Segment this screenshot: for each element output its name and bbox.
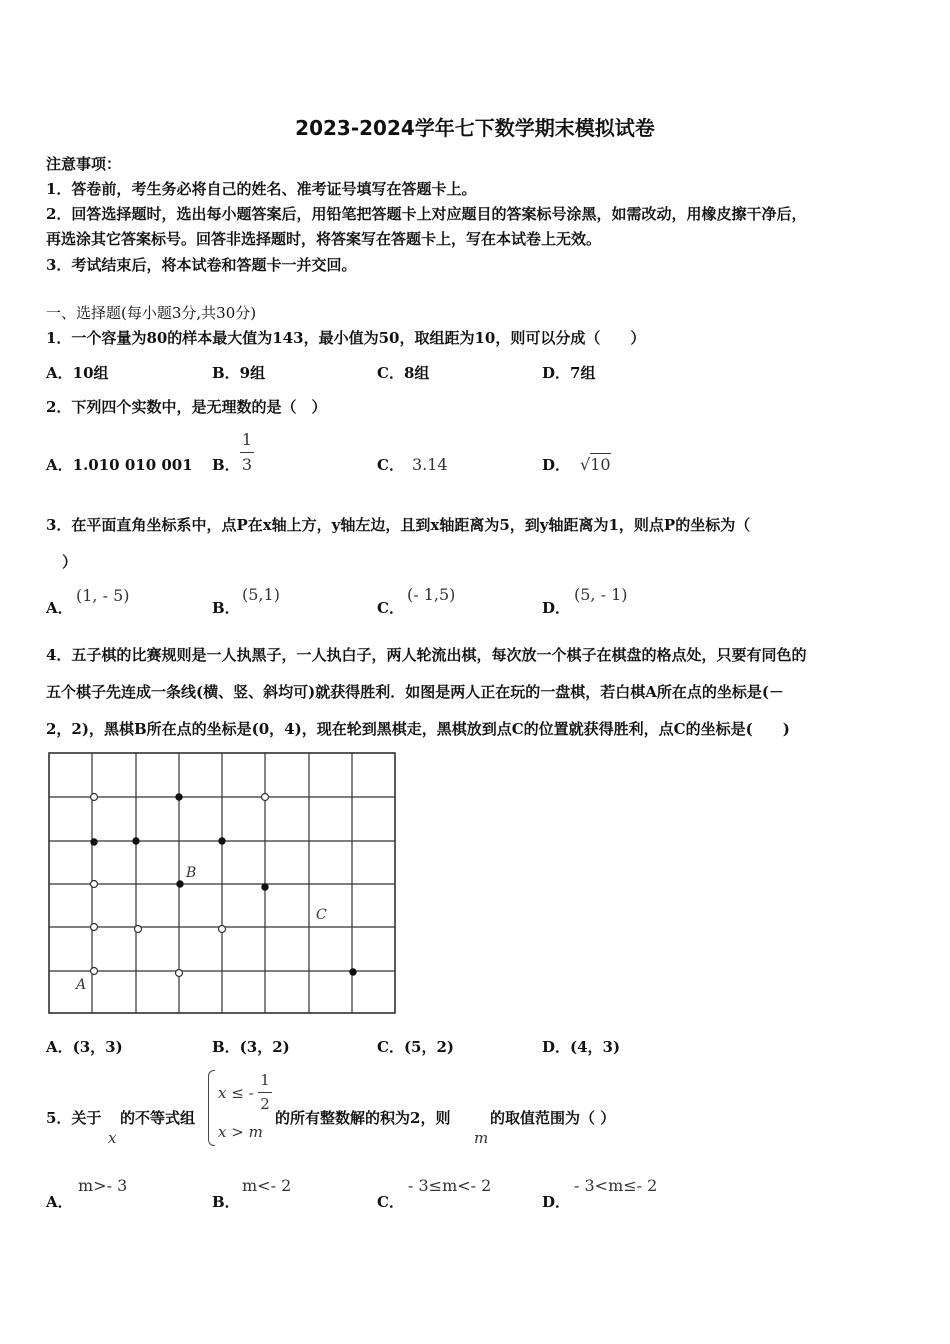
- q2-option-b-fraction-bar: [240, 452, 254, 453]
- q4-option-d: D．(4，3): [542, 1038, 621, 1056]
- q4-stem-line-2: 五个棋子先连成一条线(横、竖、斜均可)就获得胜利．如图是两人正在玩的一盘棋，若白棋A所在点的坐标是(－: [46, 683, 784, 701]
- q2-option-c-label: C．: [377, 456, 404, 474]
- q3-option-c-label: C．: [377, 599, 404, 617]
- q4-stem-line-3: 2，2)，黑棋B所在点的坐标是(0，4)，现在轮到黑棋走，黑棋放到点C的位置就获得胜利，点C的坐标是( ): [46, 720, 790, 738]
- q5-var-x: x: [108, 1129, 117, 1147]
- q2-option-a: [46, 454, 193, 475]
- white-stone: [262, 794, 269, 801]
- q2-option-d-radical-sign: √: [580, 455, 591, 474]
- board-label-a: A: [76, 977, 87, 993]
- white-stone: [91, 924, 98, 931]
- board-label-b: B: [186, 865, 197, 881]
- q1-stem: 1．一个容量为80的样本最大值为143，最小值为50，取组距为10，则可以分成（ ）: [46, 329, 646, 347]
- q2-option-d: [542, 454, 611, 475]
- q4-option-b: B．(3，2): [212, 1038, 290, 1056]
- q4-option-a: A．(3，3): [46, 1038, 123, 1056]
- q3-option-b-value: (5,1): [242, 585, 280, 604]
- q5-stem-end: 的取值范围为（ ）: [490, 1109, 616, 1127]
- q2-option-b-denominator: 3: [241, 455, 253, 474]
- notice-item-1: 1．答卷前，考生务必将自己的姓名、准考证号填写在答题卡上。: [46, 180, 477, 198]
- notice-item-2: 2．回答选择题时，选出每小题答案后，用铅笔把答题卡上对应题目的答案标号涂黑，如需改动，用橡皮擦干净后，: [46, 205, 807, 223]
- board-label-c: C: [316, 907, 327, 923]
- q3-option-a-label: A．: [46, 599, 73, 617]
- q3-option-d-label: D．: [542, 599, 571, 617]
- q1-option-a: A．10组: [46, 364, 109, 382]
- q5-option-a-label: A．: [46, 1193, 73, 1211]
- q2-option-b-label: B．: [212, 456, 240, 474]
- q4-option-c: C．(5，2): [377, 1038, 455, 1056]
- q1-option-d: D．7组: [542, 364, 596, 382]
- q2-option-c-value: 3.14: [411, 455, 448, 474]
- black-stone: [262, 884, 268, 890]
- q4-stem-line-1: 4．五子棋的比赛规则是一人执黑子，一人执白子，两人轮流出棋，每次放一个棋子在棋盘的格点处，只要有同色的: [46, 646, 807, 664]
- q3-option-c-value: (- 1,5): [407, 585, 456, 604]
- q2-option-d-label: D．: [542, 456, 571, 474]
- page-title: 2023-2024学年七下数学期末模拟试卷: [295, 116, 655, 140]
- q5-option-b-value: m<- 2: [242, 1176, 292, 1195]
- q5-ineq1-denominator: 2: [260, 1095, 270, 1113]
- q5-option-d-label: D．: [542, 1193, 571, 1211]
- q5-stem-mid2: 的所有整数解的积为2，则: [275, 1109, 451, 1127]
- q2-option-b-numerator: 1: [241, 430, 253, 449]
- white-stone: [91, 881, 98, 888]
- black-stone: [176, 794, 182, 800]
- gomoku-board: [48, 752, 398, 1020]
- q3-option-a-value: (1, - 5): [76, 586, 130, 605]
- q5-var-m: m: [474, 1129, 489, 1147]
- black-stone: [91, 839, 97, 845]
- q5-ineq1-fraction-bar: [258, 1092, 272, 1093]
- q1-option-c: C．8组: [377, 364, 430, 382]
- q5-inequality-brace: [208, 1070, 215, 1146]
- black-stone: [133, 838, 139, 844]
- q5-stem-mid: 的不等式组: [120, 1109, 196, 1127]
- black-stone: [219, 838, 225, 844]
- white-stone-a: [91, 968, 98, 975]
- q2-option-c: [377, 454, 448, 475]
- q5-ineq1-numerator: 1: [260, 1071, 270, 1089]
- q1-option-b: B．9组: [212, 364, 266, 382]
- q5-ineq2: x > m: [218, 1123, 263, 1141]
- q5-option-a-value: m>- 3: [78, 1176, 128, 1195]
- q3-stem-end: ）: [62, 553, 78, 571]
- white-stone: [135, 926, 142, 933]
- q3-option-d-value: (5, - 1): [574, 585, 628, 604]
- q5-option-d-value: - 3<m≤- 2: [574, 1176, 658, 1195]
- notice-heading: 注意事项：: [46, 155, 122, 173]
- q5-option-b-label: B．: [212, 1193, 240, 1211]
- q5-option-c-label: C．: [377, 1193, 404, 1211]
- q2-option-d-radicand: 10: [590, 455, 611, 474]
- q2-option-a-label: A．: [46, 456, 73, 474]
- q2-option-a-value: 1.010 010 001: [72, 456, 193, 474]
- white-stone: [91, 794, 98, 801]
- notice-item-3: 3．考试结束后，将本试卷和答题卡一并交回。: [46, 256, 357, 274]
- black-stone: [350, 969, 356, 975]
- section-heading: 一、选择题(每小题3分,共30分): [46, 304, 257, 322]
- q3-stem: 3．在平面直角坐标系中，点P在x轴上方，y轴左边，且到x轴距离为5，到y轴距离为1，则点P的坐标为（: [46, 516, 751, 534]
- q5-option-c-value: - 3≤m<- 2: [408, 1176, 492, 1195]
- q3-option-b-label: B．: [212, 599, 240, 617]
- notice-item-2-cont: 再选涂其它答案标号。回答非选择题时，将答案写在答题卡上，写在本试卷上无效。: [46, 230, 602, 248]
- q5-ineq1-left: x ≤ -: [218, 1084, 254, 1102]
- q5-stem-prefix: 5．关于: [46, 1109, 102, 1127]
- white-stone: [176, 970, 183, 977]
- black-stone-b: [177, 881, 183, 887]
- q2-stem: 2．下列四个实数中，是无理数的是（ ）: [46, 398, 327, 416]
- white-stone: [219, 926, 226, 933]
